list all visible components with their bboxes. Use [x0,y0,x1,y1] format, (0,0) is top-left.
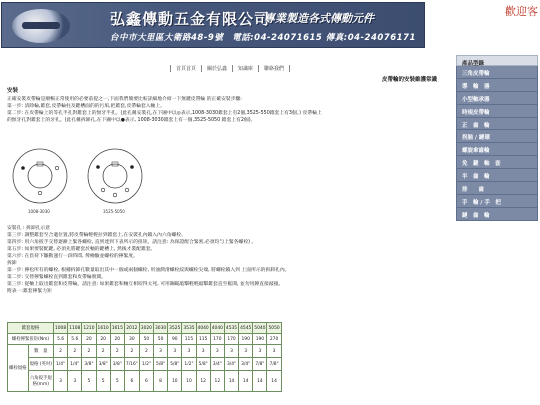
step-line: 第六步: 在負荷下驅動運行一段時間, 俾檢驗並螺栓的擰緊度。 [7,254,138,259]
install-line: 第二步: 在皮帶輪上的等孔半孔對錐套上的無牙半孔。(此孔稱安裝孔,在下圖中以◎表示,1008-3030錐套上有2個,3525-550錐套上有3個。) 皮帶輪上 [7,111,322,116]
table-cell: 10 [182,371,196,392]
step-line: 第五步: 如果要裝配鍵, 必須先將鍵套於軸的鍵槽上, 然後才裝配錐套。 [7,247,156,252]
step-line: 第三步: 從軸上取出錐套和皮帶輪。請注意: 如果錐套和軸互相咬得太死, 可用鋼鎚敲擊輕輕敲擊錐套直至鬆開, 並勿用錘直接敲撞。 [7,282,284,287]
table-cell: 5.6 [53,334,67,345]
table-cell: 115 [182,334,196,345]
sidebar-item-handwheel[interactable]: 手 輪 / 手 把 [456,195,538,208]
install-heading: 安裝 [7,88,19,94]
install-line: 第一步: 清除輪,錐套,皮帶輪柱及鍵槽面的的污垢,把錐套,皮帶輪套入軸上。 [7,104,165,109]
step-line: 第一步: 擰松所有的螺栓, 根據拆卸孔數量取出其中一個或兩個螺栓, 用油潤滑螺栓紋與螺栓尖端, 將螺栓鎖入到 上面所示的拆卸孔內。 [7,268,290,273]
install-section [7,86,447,124]
welcome-text: 歡迎客 [505,5,538,18]
table-cell: 5 [96,371,110,392]
table-cell: 3 [224,345,238,358]
sidebar-heading: 產品型錄 [456,55,538,66]
table-header-cell: 1615 [110,323,124,334]
table-cell: 3 [153,345,167,358]
diagram-caption-small: 1008-3030 [28,209,50,214]
product-sidebar [456,55,538,221]
install-line: 的無牙孔對錐套上的牙孔。(此孔稱拆卸孔,在下圖中以●表示, 1008-3030錐套上有一個,3525-5050 錐套上有2個)。 [7,118,256,123]
table-header-cell: 5040 [253,323,267,334]
table-header-cell: 4535 [224,323,238,334]
table-row [8,323,282,334]
company-contact: 台中市大里區大衛路48-9號 電話:04-24071615 傳真:04-24076171 [110,33,416,43]
table-cell: 5 [110,371,124,392]
table-caption: 附表一:錐套擰緊力矩 [7,289,52,294]
sidebar-item-guide-wheel[interactable]: 導 輪 器 [456,79,538,92]
table-cell: 2 [139,345,153,358]
step-line: 第三步: 調整錐套至合適位置,將皮帶輪輕輕拉到錐套上,在安裝孔內鎖入內六角螺栓。 [7,233,186,238]
table-header-cell: 4545 [239,323,253,334]
table-cell: 數 量 [28,345,53,358]
torque-table-wrap [7,322,282,392]
table-header-cell: 5050 [267,323,281,334]
table-cell: 3/8" [96,358,110,371]
table-cell: 7/8" [267,358,281,371]
table-cell: 3/8" [110,358,124,371]
step-line: 安裝孔 : 拆卸孔示意 [7,226,51,231]
table-cell: 2 [124,345,139,358]
table-cell: 20 [96,334,110,345]
table-header-cell: 2012 [124,323,139,334]
sidebar-item-spiral-bevel-gear[interactable]: 螺旋傘齒輪 [456,143,538,156]
table-header-cell: 3030 [153,323,167,334]
bushing-diagrams [10,146,150,218]
header-banner [1,2,425,48]
sidebar-item-spur-gear[interactable]: 正 齒 輪 [456,118,538,131]
table-header-cell: 3020 [139,323,153,334]
table-cell: 1/4" [53,358,67,371]
install-line: 正確安裝皮帶輪是順暢正常使用的必要前提之一,下面我們簡要比較詳細地介紹一下無鍵皮帶輪 的正確安裝步驟: [7,97,242,102]
sidebar-item-small-bearing[interactable]: 小型軸承器 [456,92,538,105]
table-cell: 1/4" [68,358,82,371]
table-cell: 90 [168,334,182,345]
table-cell: 3/4" [239,358,253,371]
table-cell: 170 [210,334,224,345]
table-cell: 2 [53,345,67,358]
table-cell: 14 [224,371,238,392]
sidebar-item-chain-link[interactable]: 拐脑 / 鏈環 [456,130,538,143]
table-cell: 3 [196,345,210,358]
sidebar-item-half-gear[interactable]: 半 齒 輪 [456,169,538,182]
table-cell: 8 [153,371,167,392]
table-cell: 190 [239,334,253,345]
table-cell: 14 [239,371,253,392]
table-cell: 6 [139,371,153,392]
diagram-caption-large: 3525-5050 [103,209,125,214]
table-cell: 12 [196,371,210,392]
table-header-cell: 1210 [82,323,96,334]
sidebar-item-timing-pulley[interactable]: 時規皮帶輪 [456,105,538,118]
table-cell: 12 [210,371,224,392]
table-cell: 2 [110,345,124,358]
top-nav [170,65,290,72]
table-header-cell: 4040 [210,323,224,334]
table-cell: 5.6 [68,334,82,345]
table-row [8,358,282,371]
table-cell: 六角扳手規格(mm) [28,371,53,392]
table-cell: 20 [110,334,124,345]
torque-table [7,322,282,392]
table-cell: 3 [210,345,224,358]
sidebar-item-keyless-bushing[interactable]: 免 鍵 軸 套 [456,156,538,169]
table-cell: 5 [82,371,96,392]
table-header-cell: 1610 [96,323,110,334]
table-row [8,334,282,345]
table-cell: 14 [253,371,267,392]
table-header-cell: 錐套規格 [8,323,54,334]
table-cell: 3/4" [210,358,224,371]
belt-pulley-logo-icon [12,9,70,43]
table-cell: 2 [96,345,110,358]
table-row [8,345,282,358]
table-header-cell: 1108 [68,323,82,334]
table-cell: 50 [139,334,153,345]
table-cell: 7/16" [124,358,139,371]
table-cell: 3 [267,345,281,358]
table-cell: 1/2" [182,358,196,371]
table-cell: 5/8" [153,358,167,371]
table-cell: 5/8" [168,358,182,371]
table-cell: 螺栓擰緊扭矩(Nm) [8,334,54,345]
table-cell: 50 [153,334,167,345]
page-title: 皮帶輪的安裝維護常識 [382,77,438,83]
table-cell: 190 [253,334,267,345]
table-cell: 3 [53,371,67,392]
table-cell: 螺栓規格 [8,345,29,392]
company-name: 弘鑫傳動五金有限公司 [110,10,271,28]
table-header-cell: 4040 [196,323,210,334]
table-cell: 3/8" [82,358,96,371]
table-cell: 170 [224,334,238,345]
table-cell: 14 [267,371,281,392]
step-line: 拆卸 [7,261,17,266]
table-cell: 3 [239,345,253,358]
table-cell: 3/4" [224,358,238,371]
table-cell: 10 [168,371,182,392]
table-cell: 5/8" [196,358,210,371]
table-cell: 3 [68,371,82,392]
bushing-hole-diagram [10,146,150,210]
table-cell: 270 [267,334,281,345]
table-header-cell: 3525 [168,323,182,334]
steps-section [7,225,447,295]
company-slogan: 專業製造各式傳動元件 [264,12,374,25]
sidebar-item-sprocket[interactable]: 鏈 齒 輪 [456,208,538,221]
table-cell: 3 [253,345,267,358]
table-cell: 115 [196,334,210,345]
step-line: 第四步: 用六角扳手交替逐漸上緊各螺栓, 直到達到下表所示的扭矩。請注意: 為保證配合緊密,必須均勻上緊各螺栓) 。 [7,240,257,245]
nav-link-knowledge[interactable]: 知識庫 [232,65,258,72]
nav-link-home[interactable]: 首頁首頁 [170,65,201,72]
table-cell: 30 [124,334,139,345]
table-cell: 規格 (英吋) [28,358,53,371]
nav-link-contact[interactable]: 聯絡我們 [258,65,290,72]
table-row [8,371,282,392]
sidebar-item-v-belt-pulley[interactable]: 三角皮帶輪 [456,66,538,79]
nav-link-about[interactable]: 關於弘鑫 [201,65,232,72]
table-cell: 3 [182,345,196,358]
table-cell: 7/8" [253,358,267,371]
step-line: 第二步: 交替擰緊螺栓直到錐套和皮帶輪脫開。 [7,275,107,280]
table-header-cell: 1008 [53,323,67,334]
table-cell: 3 [168,345,182,358]
table-cell: 2 [68,345,82,358]
table-cell: 6 [124,371,139,392]
sidebar-item-rack[interactable]: 排 齒 [456,182,538,195]
table-header-cell: 3535 [182,323,196,334]
table-cell: 20 [82,334,96,345]
table-cell: 2 [82,345,96,358]
table-cell: 1/2" [139,358,153,371]
